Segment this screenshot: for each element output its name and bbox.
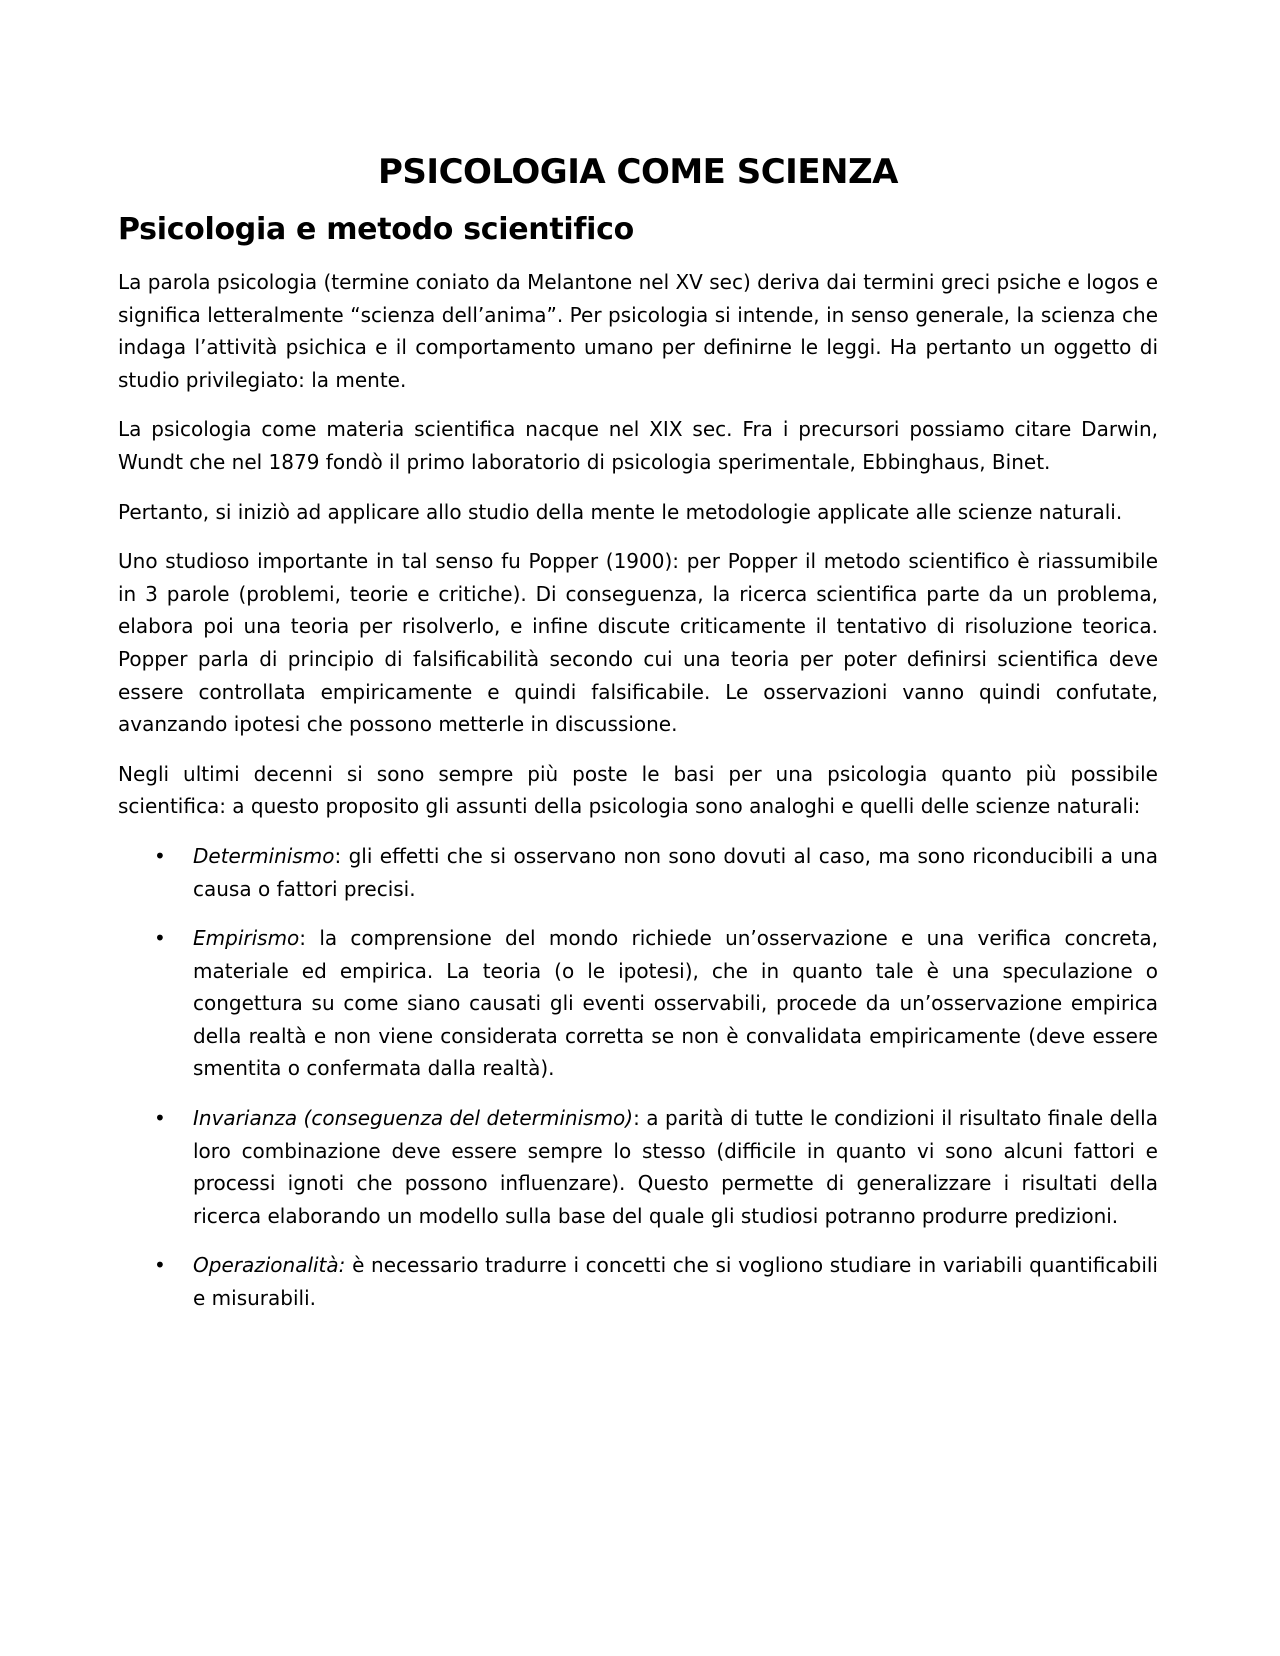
- section-heading: Psicologia e metodo scientifico: [118, 212, 634, 247]
- paragraph-methods: Pertanto, si iniziò ad applicare allo studio della mente le metodologie applicate alle scienze naturali.: [118, 499, 1123, 524]
- bullet-icon: •: [154, 926, 166, 951]
- paragraph-popper: Uno studioso importante in tal senso fu Popper (1900): per Popper il metodo scientifico è riassumibile in 3 parole (problemi, teorie e critiche). Di conseguenza, la ricerca scientifica parte da un problema, elabora poi una teoria per risolverlo, e infine discute criticamente il tentativo di risoluzione teorica. Popper parla di principio di falsificabilità secondo cui una teoria per poter definirsi scientifica deve essere controllata empiricamente e quindi falsificabile. Le osservazioni vanno quindi confutate, avanzando ipotesi che possono metterle in discussione.: [118, 549, 1158, 737]
- description-invarianza: : a parità di tutte le condizioni il risultato finale della loro combinazione deve essere sempre lo stesso (difficile in quanto vi sono alcuni fattori e processi ignoti che possono influenzare). Questo permette di generalizzare i risultati della ricerca elaborando un modello sulla base del quale gli studiosi potranno produrre predizioni.: [193, 1106, 1158, 1228]
- paragraph-history: La psicologia come materia scientifica nacque nel XIX sec. Fra i precursori possiamo citare Darwin, Wundt che nel 1879 fondò il primo laboratorio di psicologia sperimentale, Ebbinghaus, Binet.: [118, 417, 1158, 474]
- assumptions-list: [118, 840, 1158, 1315]
- bullet-icon: •: [154, 843, 166, 868]
- description-operazionalita: è necessario tradurre i concetti che si vogliono studiare in variabili quantificabili e misurabili.: [193, 1253, 1158, 1311]
- paragraph-definition: La parola psicologia (termine coniato da Melantone nel XV sec) deriva dai termini greci psiche e logos e significa letteralmente “scienza dell’anima”. Per psicologia si intende, in senso generale, la scienza che indaga l’attività psichica e il comportamento umano per definirne le leggi. Ha pertanto un oggetto di studio privilegiato: la mente.: [118, 270, 1159, 392]
- description-determinismo: : gli effetti che si osservano non sono dovuti al caso, ma sono riconducibili a una causa o fattori precisi.: [193, 843, 1158, 901]
- term-determinismo: Determinismo: [193, 843, 335, 868]
- list-item-determinismo: [118, 840, 1158, 905]
- list-item-invarianza: [118, 1102, 1158, 1232]
- paragraph-assumptions: Negli ultimi decenni si sono sempre più poste le basi per una psicologia quanto più possibile scientifica: a questo proposito gli assunti della psicologia sono analoghi e quelli delle scienze naturali:: [118, 761, 1158, 819]
- list-item-empirismo: [118, 922, 1158, 1085]
- list-item-operazionalita: [118, 1249, 1158, 1314]
- bullet-icon: •: [154, 1106, 166, 1131]
- term-operazionalita: Operazionalità:: [193, 1253, 346, 1278]
- term-empirismo: Empirismo: [193, 926, 300, 951]
- bullet-icon: •: [154, 1253, 166, 1278]
- description-empirismo: : la comprensione del mondo richiede un’osservazione e una verifica concreta, materiale ed empirica. La teoria (o le ipotesi), che in quanto tale è una speculazione o congettura su come siano causati gli eventi osservabili, procede da un’osservazione empirica della realtà e non viene considerata corretta se non è convalidata empiricamente (deve essere smentita o confermata dalla realtà).: [193, 926, 1158, 1081]
- document-title: PSICOLOGIA COME SCIENZA: [378, 152, 898, 192]
- document-page: [118, 148, 1158, 1332]
- term-invarianza: Invarianza (conseguenza del determinismo): [193, 1106, 634, 1131]
